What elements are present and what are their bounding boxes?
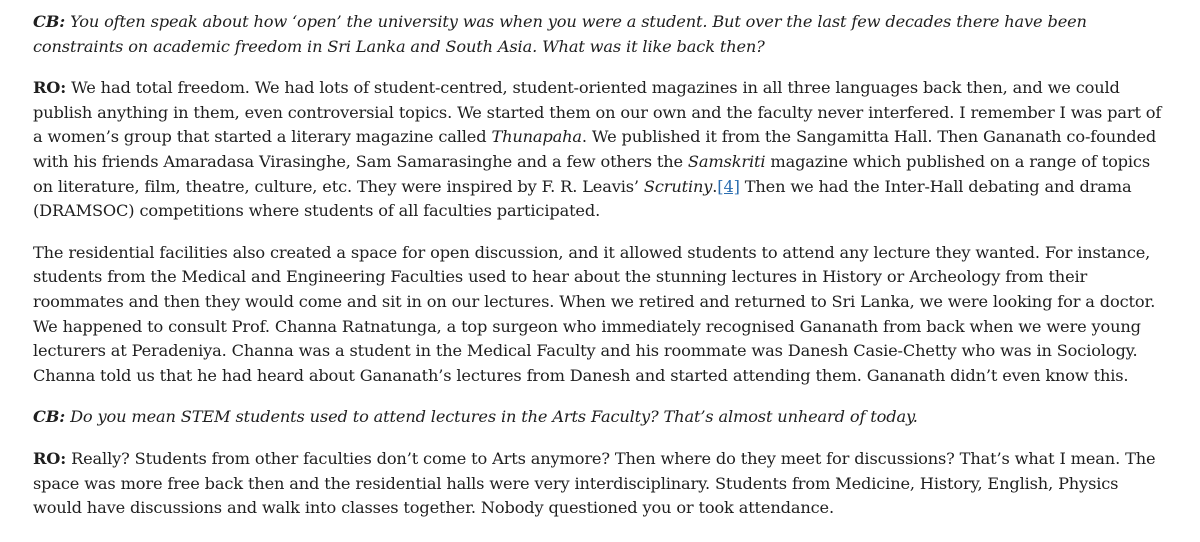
answer-text: Really? Students from other faculties don’t come to Arts anymore? Then where do they meet for discussions? That’s what I mean. The space was more free back then and the residential halls were very interdisciplinary. Students from Medicine, History, English, Physics would have discussions and walk into classes together. Nobody questioned you or took attendance. xyxy=(33,448,1156,518)
answer-text: magazine which published on a range of topics on literature, film, theatre, culture, etc. They were inspired by F. R. Leavis’ xyxy=(33,151,1150,196)
magazine-title: Samskriti xyxy=(687,151,766,171)
magazine-title: Scrutiny xyxy=(643,176,713,196)
answer-text: . xyxy=(712,176,718,196)
answer-text: The residential facilities also created a space for open discussion, and it allowed students to attend any lecture they wanted. For instance, students from the Medical and Engineering Faculties used to hear about the stunning lectures in History or Archeology from their roommates and then they would come and sit in on our lectures. When we retired and returned to Sri Lanka, we were looking for a doctor. We happened to consult Prof. Channa Ratnatunga, a top surgeon who immediately recognised Gananath from back when we were young lecturers at Peradeniya. Channa was a student in the Medical Faculty and his roommate was Danesh Casie-Chetty who was in Sociology. Channa told us that he had heard about Gananath’s lectures from Danesh and started attending them. Gananath didn’t even know this. xyxy=(33,242,1156,385)
question-paragraph xyxy=(33,10,1163,59)
question-paragraph xyxy=(33,405,1163,430)
interview-article xyxy=(33,10,1163,538)
speaker-label: CB: xyxy=(33,12,66,31)
answer-text: We had total freedom. We had lots of student-centred, student-oriented magazines in all three languages back then, and we could publish anything in them, even controversial topics. We started them on our own and the faculty never interfered. I remember I was part of a women’s group that started a literary magazine called xyxy=(33,78,1162,147)
answer-paragraph-continued xyxy=(33,241,1163,389)
answer-paragraph xyxy=(33,76,1163,224)
answer-text: Then we had the Inter-Hall debating and drama (DRAMSOC) competitions where students of all faculties participated. xyxy=(33,176,1132,221)
speaker-label: RO: xyxy=(33,78,67,98)
question-text: You often speak about how ‘open’ the university was when you were a student. But over the last few decades there have been constraints on academic freedom in Sri Lanka and South Asia. What was it like back then? xyxy=(33,12,1087,56)
magazine-title: Thunapaha xyxy=(491,127,582,147)
answer-text: . We published it from the Sangamitta Hall. Then Gananath co-founded with his friends Amaradasa Virasinghe, Sam Samarasinghe and a few others the xyxy=(33,127,1157,171)
footnote-link[interactable]: [4] xyxy=(717,176,740,196)
answer-paragraph xyxy=(33,447,1163,521)
question-text: Do you mean STEM students used to attend lectures in the Arts Faculty? That’s almost unheard of today. xyxy=(65,407,918,427)
speaker-label: RO: xyxy=(33,448,67,468)
speaker-label: CB: xyxy=(33,407,66,427)
